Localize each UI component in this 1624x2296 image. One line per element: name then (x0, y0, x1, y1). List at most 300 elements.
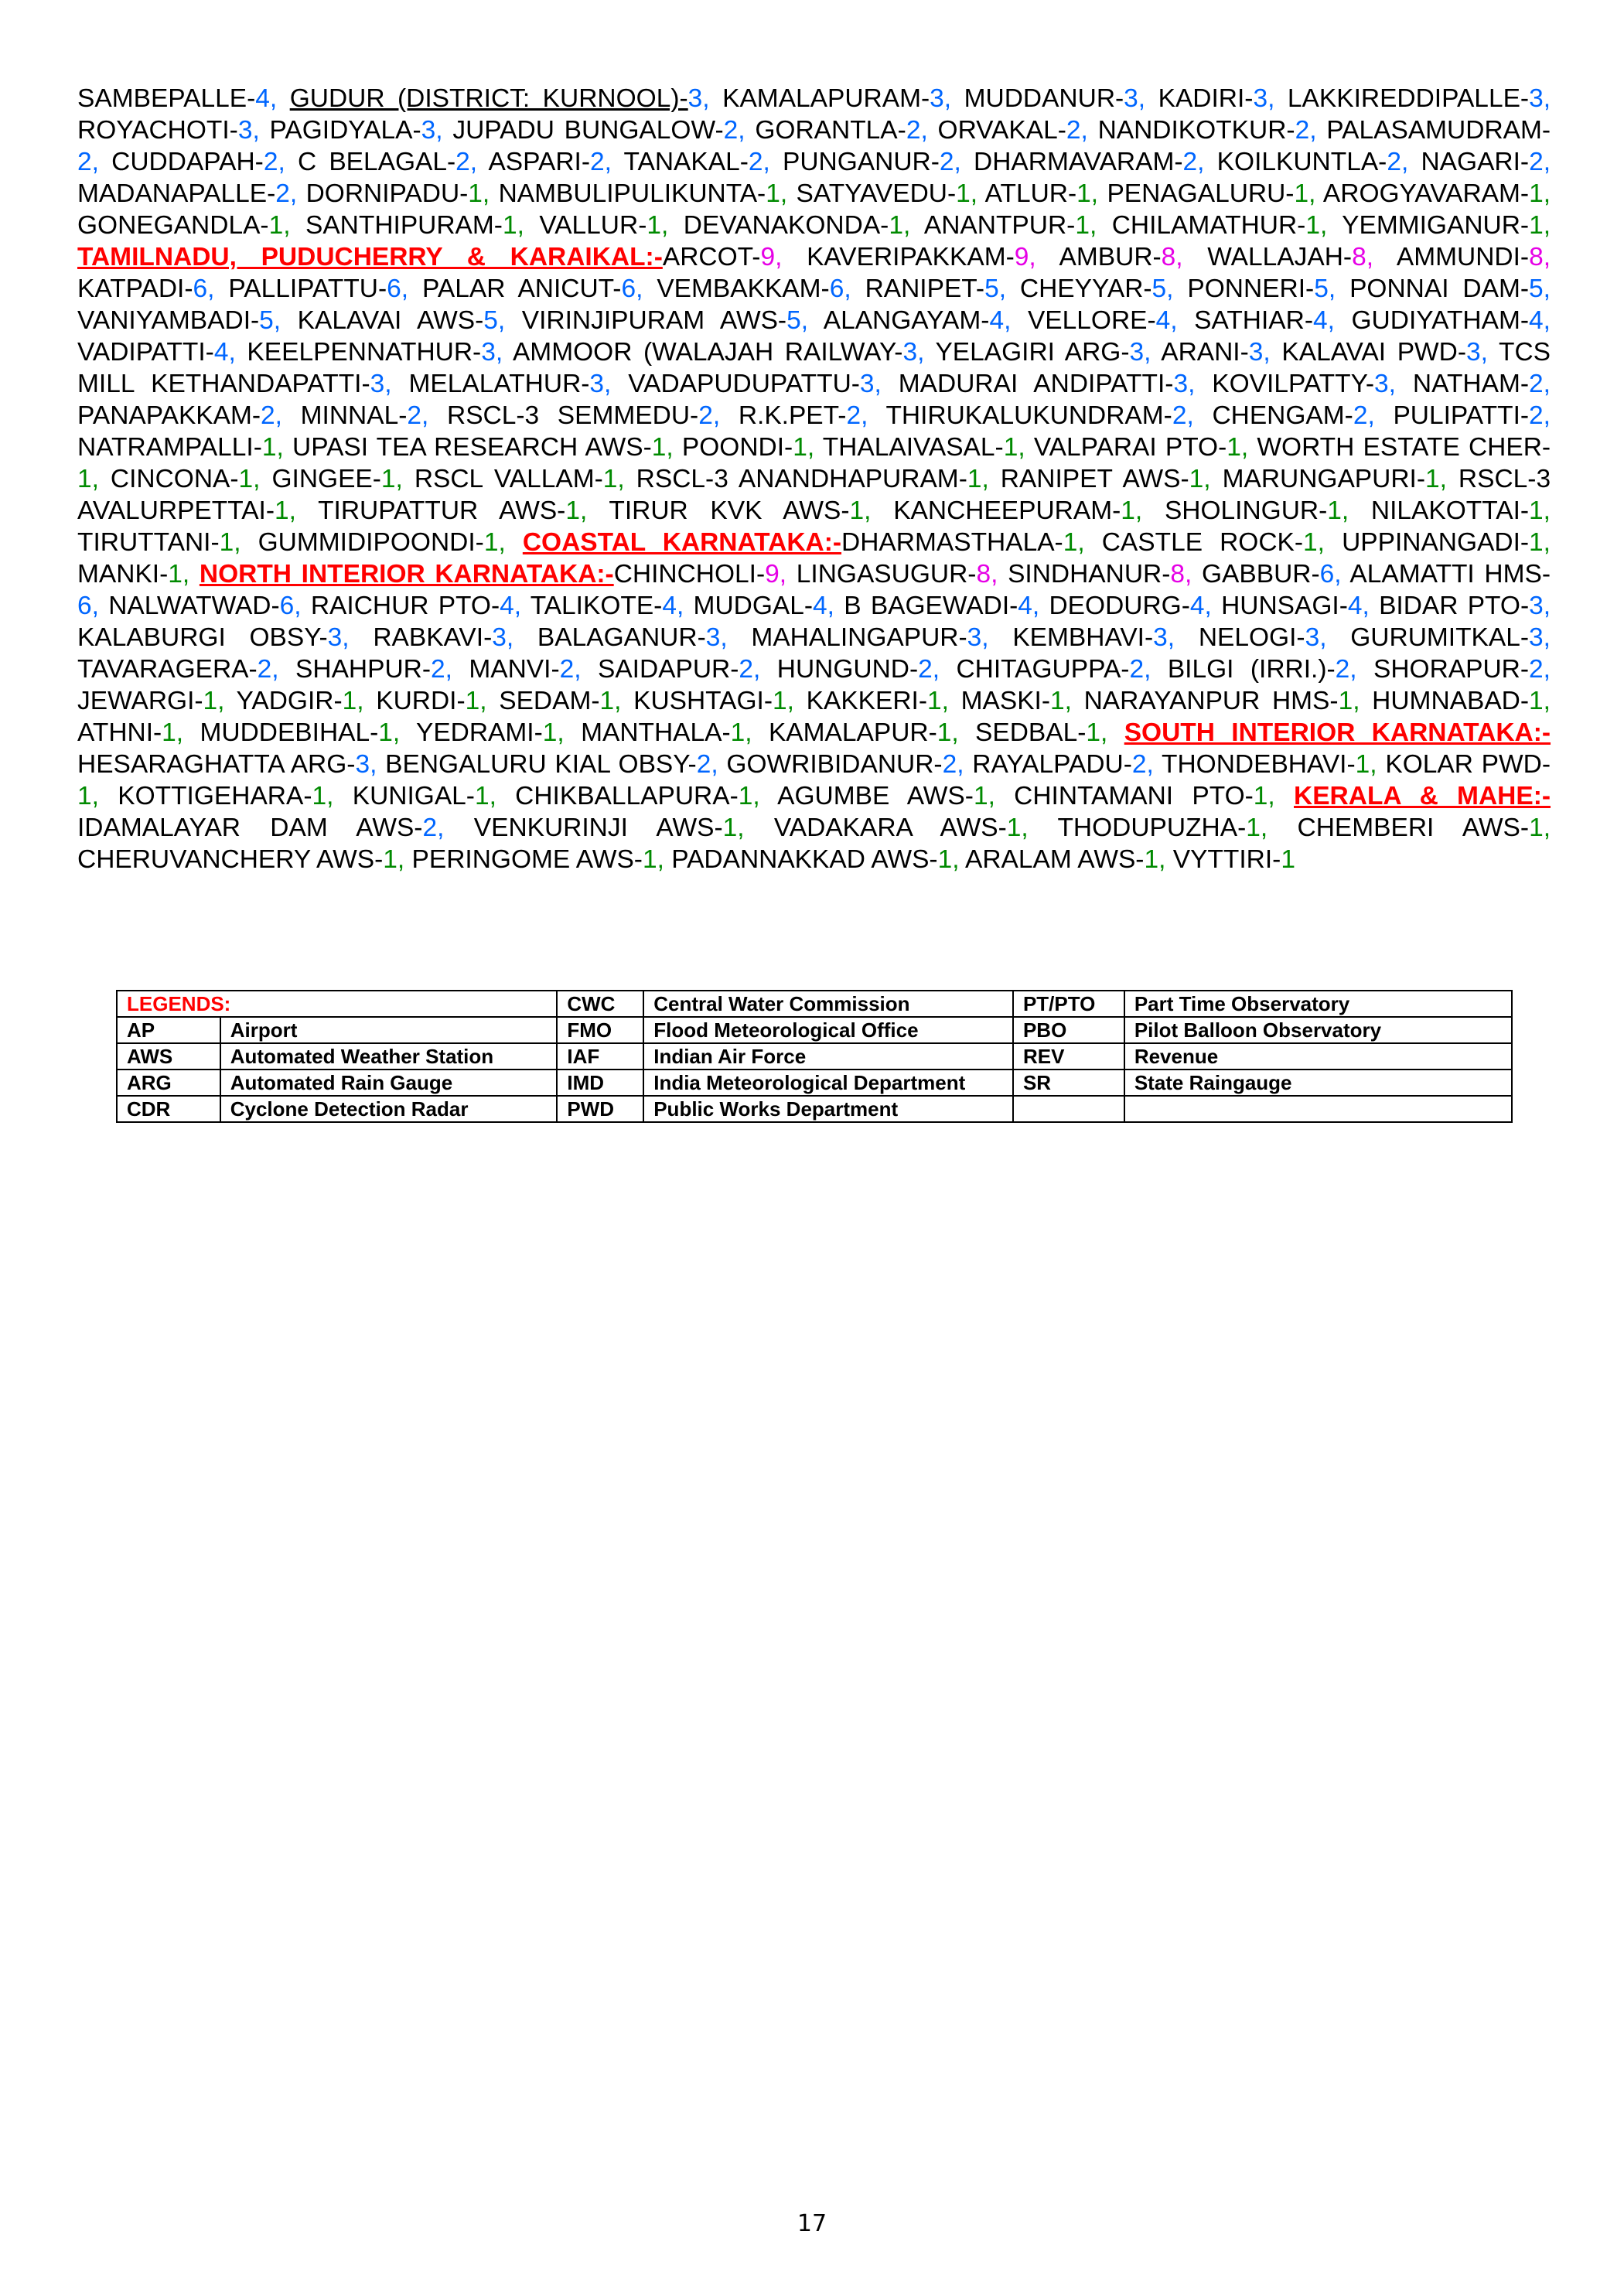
station-name: ARALAM AWS- (965, 845, 1145, 874)
rainfall-value: 2, (455, 148, 478, 176)
rainfall-value: 4, (255, 84, 278, 113)
station-name: RAYALPADU- (972, 750, 1132, 779)
station-name: NARAYANPUR HMS- (1083, 687, 1339, 715)
station-entry (258, 528, 506, 557)
station-entry (841, 528, 1085, 557)
station-entry (1349, 275, 1551, 303)
station-entry (974, 148, 1204, 176)
station-name: VYTTIRI- (1172, 845, 1281, 874)
station-entry (844, 592, 1039, 620)
station-name: MAHALINGAPUR- (751, 623, 967, 652)
legend-cell (1013, 1096, 1124, 1122)
station-entry (77, 655, 279, 684)
rainfall-value: 1, (1529, 814, 1551, 842)
rainfall-value: 1, (275, 496, 296, 525)
station-name: GUMMIDIPOONDI- (258, 528, 484, 557)
station-name: PALLIPATTU- (228, 275, 387, 303)
legend-cell: CWC (557, 991, 643, 1017)
rainfall-value: 3, (237, 116, 260, 145)
rainfall-value: 1, (1355, 750, 1377, 779)
station-name: KATPADI- (77, 275, 193, 303)
rainfall-value: 5, (786, 306, 809, 335)
rainfall-value: 1, (973, 782, 995, 810)
station-entry (682, 433, 814, 462)
station-name: BIDAR PTO- (1379, 592, 1530, 620)
station-entry (598, 655, 760, 684)
rainfall-value: 2, (1182, 148, 1205, 176)
station-entry (416, 718, 565, 747)
rainfall-value: 6, (1319, 560, 1342, 588)
station-name: PANAPAKKAM- (77, 401, 261, 430)
station-name: MUDGAL- (693, 592, 814, 620)
station-entry (1202, 560, 1342, 588)
station-entry (1049, 592, 1211, 620)
rainfall-value: 6, (193, 275, 215, 303)
station-entry (1158, 84, 1275, 113)
rainfall-value: 3, (902, 338, 925, 367)
station-entry (1028, 306, 1178, 335)
station-name: MANVI- (469, 655, 560, 684)
rainfall-value: 3, (705, 623, 728, 652)
rainfall-value: 1, (1121, 496, 1143, 525)
rainfall-value: 1, (1144, 845, 1166, 874)
region-heading: TAMILNADU, PUDUCHERRY & KARAIKAL:- (77, 243, 663, 271)
station-name: KEELPENNATHUR- (247, 338, 482, 367)
station-entry (118, 782, 333, 810)
rainfall-value: 5, (1529, 275, 1551, 303)
station-entry (1207, 243, 1373, 271)
station-name: HESARAGHATTA ARG- (77, 750, 356, 779)
station-entry (865, 275, 1006, 303)
rainfall-value: 3, (1253, 84, 1275, 113)
rainfall-value: 2, (942, 750, 964, 779)
station-name: VALPARAI PTO- (1033, 433, 1227, 462)
station-entry (628, 370, 882, 398)
station-entry (237, 687, 364, 715)
rainfall-value: 1, (647, 211, 669, 240)
station-name: ASPARI- (488, 148, 590, 176)
legend-cell: PBO (1013, 1017, 1124, 1043)
rainfall-value: 3, (859, 370, 882, 398)
station-name: LINGASUGUR- (796, 560, 977, 588)
station-name: KOLAR PWD- (1385, 750, 1551, 779)
rainfall-value: 2, (431, 655, 452, 684)
legend-cell: Flood Meteorological Office (643, 1017, 1013, 1043)
rainfall-value: 1, (1338, 687, 1360, 715)
station-name: SEDAM- (499, 687, 600, 715)
legend-cell: Central Water Commission (643, 991, 1013, 1017)
station-name: CHINTAMANI PTO- (1014, 782, 1254, 810)
rainfall-value: 4, (1155, 306, 1178, 335)
legend-row (117, 1043, 1512, 1070)
rainfall-value: 4, (989, 306, 1012, 335)
station-entry (298, 306, 506, 335)
station-name: KOILKUNTLA- (1216, 148, 1387, 176)
station-entry (797, 179, 978, 208)
legend-cell: Cyclone Detection Radar (220, 1096, 558, 1122)
station-name: TCS MILL KETHANDAPATTI- (77, 338, 1551, 398)
station-name: RAICHUR PTO- (310, 592, 500, 620)
rainfall-value: 1, (1327, 496, 1349, 525)
station-entry (488, 148, 612, 176)
station-name: UPPINANGADI- (1342, 528, 1530, 557)
station-name: KAKKERI- (806, 687, 928, 715)
station-entry (318, 496, 587, 525)
station-name: SATYAVEDU- (796, 179, 957, 208)
rainfall-value: 2, (696, 750, 718, 779)
rainfall-value: 2, (1129, 655, 1151, 684)
rainfall-value: 1, (238, 465, 261, 493)
rainfall-value: 5, (1151, 275, 1174, 303)
station-entry (1342, 528, 1551, 557)
rainfall-value: 2, (559, 655, 582, 684)
station-entry (1020, 275, 1174, 303)
station-name: MADURAI ANDIPATTI- (898, 370, 1174, 398)
station-entry (1098, 116, 1317, 145)
station-entry (671, 845, 959, 874)
rainfall-value: 2, (918, 655, 940, 684)
station-entry (77, 179, 297, 208)
rainfall-value: 2, (77, 148, 99, 176)
rainfall-value: 1, (849, 496, 872, 525)
station-entry (469, 655, 581, 684)
station-entry (975, 718, 1107, 747)
station-name: PERINGOME AWS- (411, 845, 643, 874)
legend-title: LEGENDS: (117, 991, 557, 1017)
rainfall-value: 1, (483, 528, 506, 557)
rainfall-value: 5, (984, 275, 1007, 303)
station-name: YEDRAMI- (415, 718, 543, 747)
rainfall-value: 3, (589, 370, 612, 398)
station-name: ROYACHOTI- (77, 116, 238, 145)
station-name: HUMNABAD- (1372, 687, 1530, 715)
station-name: GORANTLA- (755, 116, 906, 145)
legend-cell: Indian Air Force (643, 1043, 1013, 1070)
station-entry (409, 370, 612, 398)
rainfall-value: 1, (203, 687, 225, 715)
rainfall-value: 3, (1305, 623, 1327, 652)
station-entry (77, 116, 260, 145)
station-entry (935, 338, 1151, 367)
station-name: TAVARAGERA- (77, 655, 258, 684)
station-name: GOWRIBIDANUR- (726, 750, 943, 779)
station-entry (537, 623, 728, 652)
station-entry (684, 211, 911, 240)
station-name: TIRUTTANI- (77, 528, 220, 557)
rainfall-value: 1, (1003, 433, 1025, 462)
rainfall-value: 3, (1466, 338, 1488, 367)
station-entry (1217, 148, 1409, 176)
legend-cell (1124, 1096, 1512, 1122)
rainfall-value: 2, (590, 148, 612, 176)
rainfall-value: 2, (1387, 148, 1409, 176)
rainfall-value: 1, (465, 687, 487, 715)
rainfall-value: 3, (967, 623, 989, 652)
rainfall-value: 8, (1352, 243, 1374, 271)
station-name: DEODURG- (1049, 592, 1190, 620)
rainfall-value: 1, (967, 465, 989, 493)
station-name: GABBUR- (1202, 560, 1320, 588)
legend-cell: CDR (117, 1096, 220, 1122)
station-name: MINNAL- (300, 401, 408, 430)
rainfall-value: 2, (1529, 148, 1551, 176)
station-entry (885, 401, 1193, 430)
station-entry (1059, 243, 1183, 271)
station-name: VALLUR- (539, 211, 647, 240)
station-entry (1008, 560, 1192, 588)
station-entry (1165, 496, 1349, 525)
station-name: TANAKAL- (623, 148, 749, 176)
legend-cell: Airport (220, 1017, 558, 1043)
station-name: KALAVAI PWD- (1281, 338, 1467, 367)
rainfall-value: 1, (1063, 528, 1085, 557)
rainfall-value: 1, (1425, 465, 1447, 493)
rainfall-value: 2, (748, 148, 770, 176)
station-name: HUNSAGI- (1221, 592, 1348, 620)
station-entry (412, 845, 664, 874)
legend-row (117, 1096, 1512, 1122)
station-entry (77, 528, 241, 557)
station-entry (77, 687, 224, 715)
station-entry (415, 465, 625, 493)
rainfall-value: 1, (474, 782, 496, 810)
station-name: WORTH ESTATE CHER- (1257, 433, 1551, 462)
rainfall-value: 4, (500, 592, 522, 620)
station-name: RANIPET- (865, 275, 985, 303)
station-name: MASKI- (960, 687, 1051, 715)
legend-cell: AP (117, 1017, 220, 1043)
station-name: NELOGI- (1198, 623, 1305, 652)
region-heading: NORTH INTERIOR KARNATAKA:- (199, 560, 614, 588)
station-name: KURDI- (376, 687, 466, 715)
station-entry (474, 814, 745, 842)
station-entry (1352, 306, 1551, 335)
station-name: KAMALAPUR- (768, 718, 937, 747)
rainfall-value: 4, (1313, 306, 1335, 335)
legend-cell: India Meteorological Department (643, 1070, 1013, 1096)
rainfall-value: 2, (1172, 401, 1194, 430)
station-name: GURUMITKAL- (1350, 623, 1530, 652)
station-name: CHEYYAR- (1019, 275, 1152, 303)
station-name: AMBUR- (1059, 243, 1162, 271)
rainfall-value: 1, (1050, 687, 1072, 715)
rainfall-value: 2, (846, 401, 868, 430)
station-name: IDAMALAYAR DAM AWS- (77, 814, 423, 842)
station-name: MANKI- (77, 560, 169, 588)
station-name: VADAPUDUPATTU- (628, 370, 860, 398)
station-name: VELLORE- (1027, 306, 1156, 335)
station-entry (777, 655, 940, 684)
rainfall-value: 2, (275, 179, 298, 208)
station-entry (774, 814, 1029, 842)
station-name: GUDUR (DISTRICT: KURNOOL)- (289, 84, 688, 113)
station-name: JEWARGI- (77, 687, 203, 715)
legend-cell: AWS (117, 1043, 220, 1070)
rainfall-value: 4, (213, 338, 236, 367)
station-entry (1372, 687, 1551, 715)
station-name: MUDDEBIHAL- (200, 718, 379, 747)
station-entry (823, 433, 1025, 462)
rainfall-value: 9, (1014, 243, 1036, 271)
rainfall-value: 1, (1294, 179, 1316, 208)
station-name: MADANAPALLE- (77, 179, 276, 208)
station-name: SAIDAPUR- (597, 655, 739, 684)
rainfall-value: 3, (1153, 623, 1175, 652)
station-name: BENGALURU KIAL OBSY- (385, 750, 697, 779)
station-name: KALAVAI AWS- (297, 306, 484, 335)
station-entry (893, 496, 1142, 525)
station-name: SINDHANUR- (1008, 560, 1171, 588)
legend-row (117, 1017, 1512, 1043)
station-entry (1012, 623, 1175, 652)
station-entry (751, 623, 988, 652)
station-entry (956, 655, 1151, 684)
station-entry (1001, 465, 1211, 493)
rainfall-value: 1, (956, 179, 978, 208)
station-entry (1194, 306, 1335, 335)
station-name: R.K.PET- (738, 401, 847, 430)
station-name: CHENGAM- (1212, 401, 1353, 430)
rainfall-value: 1, (889, 211, 911, 240)
rainfall-value: 1, (1086, 718, 1108, 747)
station-entry (726, 750, 964, 779)
rainfall-value: 1, (738, 782, 760, 810)
rainfall-value: 1, (1227, 433, 1249, 462)
rainfall-value: 2, (1353, 401, 1375, 430)
station-name: YELAGIRI ARG- (935, 338, 1130, 367)
station-entry (624, 148, 770, 176)
station-name: KOTTIGEHARA- (118, 782, 312, 810)
station-name: PUNGANUR- (783, 148, 940, 176)
rainfall-value: 2, (1131, 750, 1154, 779)
station-entry (77, 338, 236, 367)
rainfall-value: 3, (481, 338, 503, 367)
station-name: ALAMATTI HMS- (1349, 560, 1551, 588)
station-entry (1212, 370, 1396, 398)
rainfall-value: 5, (483, 306, 506, 335)
rainfall-value: 5, (1314, 275, 1336, 303)
rainfall-value: 1, (651, 433, 674, 462)
legend-cell: REV (1013, 1043, 1124, 1070)
rainfall-value: 1, (1529, 528, 1551, 557)
station-entry (373, 623, 513, 652)
rainfall-value: 8, (1170, 560, 1192, 588)
station-entry (581, 718, 752, 747)
station-name: ANANTPUR- (923, 211, 1076, 240)
station-name: SANTHIPURAM- (305, 211, 503, 240)
rainfall-value: 2, (906, 116, 928, 145)
station-name: RSCL-3 ANANDHAPURAM- (636, 465, 967, 493)
station-name: KADIRI- (1158, 84, 1254, 113)
station-entry (77, 845, 404, 874)
station-name: RABKAVI- (373, 623, 493, 652)
rainfall-value: 3, (1124, 84, 1146, 113)
station-name: KALABURGI OBSY- (77, 623, 328, 652)
station-name: VENKURINJI AWS- (473, 814, 723, 842)
rainfall-value: 2, (1335, 655, 1357, 684)
station-entry (1371, 496, 1551, 525)
station-entry (1223, 465, 1447, 493)
station-name: PADANNAKKAD AWS- (671, 845, 938, 874)
station-name: MELALATHUR- (408, 370, 590, 398)
station-entry (722, 84, 951, 113)
station-entry (200, 718, 400, 747)
legend-row (117, 991, 1512, 1017)
rainfall-value: 1, (642, 845, 664, 874)
rainfall-value: 1, (766, 179, 788, 208)
station-name: PONNERI- (1187, 275, 1315, 303)
rainfall-value: 1, (1253, 782, 1275, 810)
station-entry (1373, 655, 1551, 684)
legend-row (117, 1070, 1512, 1096)
station-name: TALIKOTE- (530, 592, 663, 620)
station-entry (77, 84, 277, 113)
rainfall-value: 3, (1529, 592, 1551, 620)
station-name: PONNAI DAM- (1349, 275, 1530, 303)
station-entry (422, 275, 643, 303)
station-name: JUPADU BUNGALOW- (452, 116, 724, 145)
station-entry (1421, 148, 1551, 176)
station-name: AMMUNDI- (1396, 243, 1530, 271)
station-name: NAGARI- (1421, 148, 1530, 176)
station-name: SAMBEPALLE- (77, 84, 256, 113)
station-entry (301, 401, 429, 430)
rainfall-value: 1, (312, 782, 334, 810)
station-name: BILGI (IRRI.)- (1167, 655, 1336, 684)
station-name: TIRUR KVK AWS- (609, 496, 850, 525)
station-entry (515, 782, 760, 810)
station-entry (247, 338, 503, 367)
station-entry (938, 116, 1088, 145)
rainfall-value: 1, (773, 687, 794, 715)
rainfall-value: 1, (1529, 496, 1551, 525)
station-name: POONDI- (681, 433, 793, 462)
station-name: ARCOT- (662, 243, 761, 271)
station-name: CHITAGUPPA- (956, 655, 1130, 684)
station-entry (77, 401, 282, 430)
rainfall-value: 1, (268, 211, 291, 240)
station-name: ARANI- (1161, 338, 1249, 367)
rainfall-value: 1, (77, 782, 99, 810)
station-name: ORVAKAL- (937, 116, 1066, 145)
station-name: AROGYAVARAM- (1322, 179, 1530, 208)
legend-cell: State Raingauge (1124, 1070, 1512, 1096)
legend-cell: ARG (117, 1070, 220, 1096)
rainfall-value: 2, (1529, 370, 1551, 398)
station-entry (499, 687, 621, 715)
legend-cell: IMD (557, 1070, 643, 1096)
rainfall-value: 1, (378, 718, 401, 747)
station-entry (1379, 592, 1551, 620)
station-name: YADGIR- (236, 687, 343, 715)
rainfall-value: 3, (930, 84, 952, 113)
station-entry (972, 750, 1154, 779)
station-entry (777, 782, 995, 810)
rainfall-value: 1, (1529, 211, 1551, 240)
station-entry (522, 306, 808, 335)
rainfall-value: 5, (259, 306, 281, 335)
region-heading: COASTAL KARNATAKA:- (522, 528, 842, 557)
station-entry (824, 306, 1012, 335)
legend-cell: Public Works Department (643, 1096, 1013, 1122)
rainfall-value: 1, (77, 465, 99, 493)
station-entry (1014, 782, 1275, 810)
station-name: CHILAMATHUR- (1111, 211, 1306, 240)
station-name: GONEGANDLA- (77, 211, 269, 240)
rainfall-value: 1, (722, 814, 745, 842)
rainfall-value: 4, (813, 592, 834, 620)
station-entry (1323, 179, 1551, 208)
